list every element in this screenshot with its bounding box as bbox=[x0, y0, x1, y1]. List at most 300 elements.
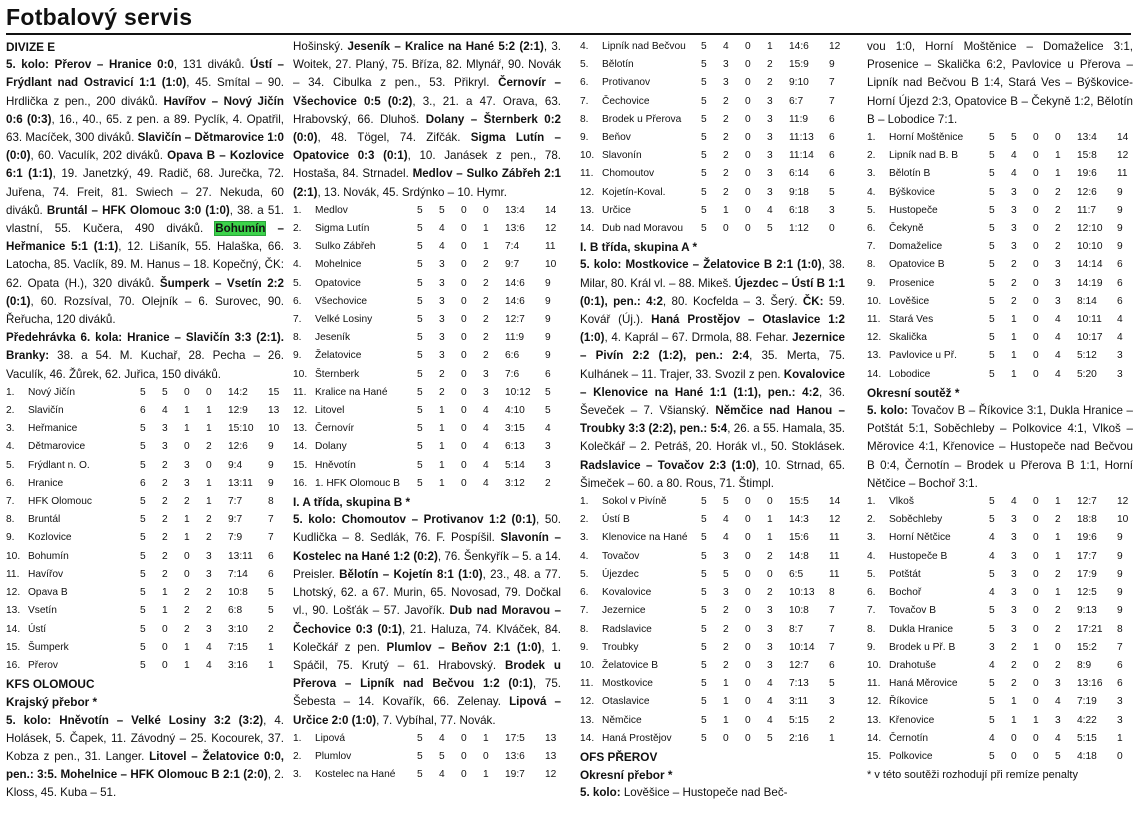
draws-cell: 0 bbox=[745, 659, 751, 671]
table-row bbox=[580, 220, 845, 238]
played-cell: 5 bbox=[989, 605, 995, 617]
losses-cell: 3 bbox=[1055, 714, 1061, 726]
draws-cell: 1 bbox=[184, 641, 190, 653]
team-cell: Bohumín bbox=[28, 550, 69, 562]
losses-cell: 1 bbox=[1055, 587, 1061, 599]
team-cell: Tovačov B bbox=[889, 605, 936, 617]
column-3 bbox=[580, 38, 845, 815]
losses-cell: 0 bbox=[206, 386, 212, 398]
wins-cell: 1 bbox=[162, 587, 168, 599]
wins-cell: 4 bbox=[162, 405, 168, 417]
draws-cell: 2 bbox=[184, 623, 190, 635]
played-cell: 5 bbox=[417, 732, 423, 744]
team-cell: Litovel bbox=[315, 405, 345, 417]
match-result: Černovír – Všechovice 0:5 (0:2) bbox=[293, 76, 561, 108]
played-cell: 6 bbox=[140, 477, 146, 489]
match-details: , 19. Janetzký, 49. Radič, 68. Jurečka, 72. Juřena, 74. Freit, 81. Swiech – 27. Nekuda, 60 diváků. bbox=[6, 167, 284, 217]
table-row bbox=[580, 693, 845, 711]
score-cell: 4:10 bbox=[505, 405, 525, 417]
points-cell: 14 bbox=[545, 204, 557, 216]
score-cell: 7:13 bbox=[789, 678, 809, 690]
played-cell: 5 bbox=[989, 714, 995, 726]
score-cell: 12:10 bbox=[1077, 223, 1103, 235]
team-cell: Lověšice bbox=[889, 295, 930, 307]
section-heading: Krajský přebor * bbox=[6, 695, 98, 710]
score-cell: 9:7 bbox=[228, 514, 243, 526]
draws-cell: 0 bbox=[745, 696, 751, 708]
played-cell: 5 bbox=[701, 223, 707, 235]
wins-cell: 2 bbox=[162, 496, 168, 508]
draws-cell: 0 bbox=[1033, 568, 1039, 580]
losses-cell: 2 bbox=[206, 605, 212, 617]
team-cell: Havířov bbox=[28, 568, 64, 580]
score-cell: 7:9 bbox=[228, 532, 243, 544]
wins-cell: 1 bbox=[723, 696, 729, 708]
points-cell: 9 bbox=[1117, 186, 1123, 198]
played-cell: 5 bbox=[989, 241, 995, 253]
draws-cell: 0 bbox=[461, 332, 467, 344]
rank-cell: 8. bbox=[293, 332, 302, 344]
table-row bbox=[6, 457, 284, 475]
team-cell: Chomoutov bbox=[602, 168, 655, 180]
points-cell: 11 bbox=[1117, 168, 1128, 180]
played-cell: 5 bbox=[417, 314, 423, 326]
match-details: , 50. Kudlička – 8. Sedlák, 76. F. Pospíšil. bbox=[293, 513, 561, 545]
wins-cell: 1 bbox=[723, 714, 729, 726]
table-row bbox=[293, 420, 561, 438]
score-cell: 19:7 bbox=[505, 769, 525, 781]
points-cell: 10 bbox=[268, 423, 280, 435]
draws-cell: 0 bbox=[461, 223, 467, 235]
losses-cell: 1 bbox=[483, 732, 489, 744]
score-cell: 7:19 bbox=[1077, 696, 1097, 708]
wins-cell: 3 bbox=[1011, 605, 1017, 617]
wins-cell: 1 bbox=[723, 678, 729, 690]
rank-cell: 2. bbox=[6, 405, 15, 417]
table-row bbox=[6, 602, 284, 620]
points-cell: 7 bbox=[829, 641, 835, 653]
played-cell: 5 bbox=[701, 532, 707, 544]
rank-cell: 9. bbox=[867, 641, 876, 653]
score-cell: 3:12 bbox=[505, 477, 525, 489]
match-details: , 13. Novák, 45. Srdýnko – 10. Hymr. bbox=[317, 185, 507, 199]
draws-cell: 0 bbox=[745, 59, 751, 71]
standings-grid bbox=[580, 38, 845, 238]
played-cell: 4 bbox=[989, 550, 995, 562]
table-row bbox=[6, 566, 284, 584]
draws-cell: 0 bbox=[461, 368, 467, 380]
results-paragraph bbox=[580, 784, 845, 802]
draws-cell: 1 bbox=[184, 514, 190, 526]
score-cell: 19:6 bbox=[1077, 168, 1097, 180]
section-heading: KFS OLOMOUC bbox=[6, 677, 95, 692]
played-cell: 5 bbox=[140, 423, 146, 435]
played-cell: 4 bbox=[989, 659, 995, 671]
draws-cell: 0 bbox=[461, 350, 467, 362]
played-cell: 5 bbox=[417, 223, 423, 235]
score-cell: 15:8 bbox=[1077, 150, 1097, 162]
draws-cell: 1 bbox=[184, 532, 190, 544]
losses-cell: 1 bbox=[767, 514, 773, 526]
table-row bbox=[867, 712, 1133, 730]
wins-cell: 1 bbox=[1011, 314, 1017, 326]
wins-cell: 4 bbox=[1011, 150, 1017, 162]
points-cell: 8 bbox=[1117, 623, 1123, 635]
score-cell: 13:4 bbox=[1077, 132, 1097, 144]
losses-cell: 2 bbox=[1055, 223, 1061, 235]
team-cell: Želatovice bbox=[315, 350, 362, 362]
score-cell: 2:16 bbox=[789, 732, 809, 744]
score-cell: 11:13 bbox=[789, 132, 814, 144]
losses-cell: 2 bbox=[206, 514, 212, 526]
draws-cell: 2 bbox=[184, 587, 190, 599]
points-cell: 9 bbox=[1117, 223, 1123, 235]
standings-grid bbox=[6, 384, 284, 675]
team-cell: Opava B bbox=[28, 587, 68, 599]
team-cell: Klenovice na Hané bbox=[602, 532, 688, 544]
rank-cell: 10. bbox=[580, 150, 595, 162]
wins-cell: 5 bbox=[439, 750, 445, 762]
table-row bbox=[293, 220, 561, 238]
wins-cell: 1 bbox=[439, 441, 445, 453]
played-cell: 5 bbox=[989, 168, 995, 180]
points-cell: 7 bbox=[829, 623, 835, 635]
score-cell: 6:14 bbox=[789, 168, 809, 180]
score-cell: 14:6 bbox=[505, 277, 525, 289]
match-details: , 3. Woitek, 27. Planý, 75. Bříza, 82. Mlynář, 90. Novák – 34. Cibulka z pen., 53. Přikryl. bbox=[293, 40, 561, 90]
played-cell: 5 bbox=[989, 132, 995, 144]
losses-cell: 2 bbox=[483, 295, 489, 307]
draws-cell: 1 bbox=[184, 423, 190, 435]
points-cell: 7 bbox=[829, 77, 835, 89]
points-cell: 5 bbox=[268, 605, 274, 617]
team-cell: Němčice bbox=[602, 714, 642, 726]
losses-cell: 4 bbox=[767, 204, 773, 216]
standings-table bbox=[6, 384, 284, 675]
points-cell: 9 bbox=[829, 59, 835, 71]
match-details: , 75. Šebesta – 14. Kovařík, 66. Zelenay. bbox=[293, 677, 561, 709]
score-cell: 14:6 bbox=[789, 41, 809, 52]
score-cell: 11:9 bbox=[789, 113, 809, 125]
points-cell: 7 bbox=[829, 605, 835, 617]
wins-cell: 3 bbox=[1011, 186, 1017, 198]
draws-cell: 0 bbox=[745, 223, 751, 235]
draws-cell: 0 bbox=[1033, 295, 1039, 307]
team-cell: Sulko Zábřeh bbox=[315, 241, 376, 253]
rank-cell: 8. bbox=[580, 113, 589, 125]
draws-cell: 0 bbox=[745, 714, 751, 726]
draws-cell: 0 bbox=[184, 568, 190, 580]
played-cell: 5 bbox=[989, 350, 995, 362]
table-row bbox=[867, 275, 1133, 293]
losses-cell: 1 bbox=[1055, 496, 1061, 508]
score-cell: 13:6 bbox=[505, 223, 525, 235]
draws-cell: 0 bbox=[461, 314, 467, 326]
losses-cell: 2 bbox=[1055, 659, 1061, 671]
draws-cell: 0 bbox=[745, 77, 751, 89]
match-result: Němčice nad Hanou – Troubky 3:3 (2:2), pen.: 5:4 bbox=[580, 404, 845, 436]
score-cell: 14:19 bbox=[1077, 277, 1103, 289]
score-cell: 17:21 bbox=[1077, 623, 1103, 635]
match-result: 5. kolo: Mostkovice – Želatovice B 2:1 (1:0) bbox=[580, 258, 822, 272]
played-cell: 5 bbox=[417, 423, 423, 435]
wins-cell: 3 bbox=[1011, 587, 1017, 599]
wins-cell: 2 bbox=[1011, 678, 1017, 690]
losses-cell: 4 bbox=[1055, 696, 1061, 708]
points-cell: 5 bbox=[829, 678, 835, 690]
draws-cell: 1 bbox=[184, 405, 190, 417]
wins-cell: 4 bbox=[1011, 496, 1017, 508]
match-details: , 10. Janásek z pen., 78. Hostaša, 84. Strnadel. bbox=[293, 149, 561, 181]
played-cell: 5 bbox=[701, 678, 707, 690]
table-row bbox=[293, 475, 561, 493]
section-heading: OFS PŘEROV bbox=[580, 749, 658, 764]
draws-cell: 0 bbox=[1033, 696, 1039, 708]
points-cell: 12 bbox=[1117, 496, 1129, 508]
rank-cell: 5. bbox=[867, 204, 876, 216]
points-cell: 9 bbox=[1117, 532, 1123, 544]
points-cell: 9 bbox=[545, 332, 551, 344]
table-row bbox=[6, 384, 284, 402]
draws-cell: 0 bbox=[1033, 678, 1039, 690]
points-cell: 12 bbox=[545, 223, 557, 235]
points-cell: 3 bbox=[545, 441, 551, 453]
losses-cell: 4 bbox=[206, 659, 212, 671]
table-row bbox=[867, 165, 1133, 183]
rank-cell: 1. bbox=[867, 132, 876, 144]
match-result: Opava B – Kozlovice 6:1 (1:1) bbox=[6, 149, 284, 181]
team-cell: Býškovice bbox=[889, 186, 935, 198]
wins-cell: 2 bbox=[723, 641, 729, 653]
score-cell: 15:9 bbox=[789, 59, 809, 71]
table-row bbox=[580, 93, 845, 111]
points-cell: 2 bbox=[829, 714, 835, 726]
rank-cell: 7. bbox=[580, 605, 589, 617]
draws-cell: 0 bbox=[461, 769, 467, 781]
rank-cell: 5. bbox=[867, 568, 876, 580]
team-cell: Nový Jičín bbox=[28, 386, 75, 398]
played-cell: 5 bbox=[417, 750, 423, 762]
points-cell: 10 bbox=[1117, 514, 1129, 526]
played-cell: 5 bbox=[701, 659, 707, 671]
draws-cell: 0 bbox=[184, 441, 190, 453]
table-row bbox=[293, 256, 561, 274]
team-cell: Černotín bbox=[889, 732, 929, 744]
played-cell: 5 bbox=[701, 77, 707, 89]
losses-cell: 3 bbox=[1055, 678, 1061, 690]
team-cell: Opatovice bbox=[315, 277, 361, 289]
match-details: , 131 diváků. bbox=[173, 58, 251, 72]
team-cell: Hustopeče bbox=[889, 204, 938, 216]
rank-cell: 2. bbox=[867, 150, 876, 162]
wins-cell: 5 bbox=[1011, 132, 1017, 144]
points-cell: 3 bbox=[545, 459, 551, 471]
standings-table bbox=[580, 493, 845, 748]
table-row bbox=[6, 475, 284, 493]
table-row bbox=[6, 529, 284, 547]
wins-cell: 2 bbox=[162, 550, 168, 562]
table-row bbox=[293, 347, 561, 365]
points-cell: 7 bbox=[829, 95, 835, 107]
footnote: * v této soutěži rozhodují při remíze penalty bbox=[867, 769, 1078, 782]
match-details: , 1. Spáčil, 75. Krutý – 61. Hrabovský. bbox=[293, 640, 561, 672]
table-row bbox=[293, 275, 561, 293]
team-cell: Beňov bbox=[602, 132, 631, 144]
points-cell: 3 bbox=[1117, 696, 1123, 708]
losses-cell: 1 bbox=[767, 41, 773, 52]
table-row bbox=[867, 657, 1133, 675]
team-cell: Lipová bbox=[315, 732, 346, 744]
wins-cell: 5 bbox=[723, 496, 729, 508]
wins-cell: 1 bbox=[1011, 350, 1017, 362]
rank-cell: 14. bbox=[867, 368, 882, 380]
points-cell: 7 bbox=[268, 532, 274, 544]
team-cell: Vlkoš bbox=[889, 496, 914, 508]
losses-cell: 3 bbox=[483, 368, 489, 380]
draws-cell: 0 bbox=[1033, 605, 1039, 617]
team-cell: Kojetín-Koval. bbox=[602, 186, 666, 198]
losses-cell: 3 bbox=[1055, 259, 1061, 271]
standings-grid bbox=[867, 493, 1133, 766]
score-cell: 14:6 bbox=[505, 295, 525, 307]
rank-cell: 11. bbox=[580, 678, 594, 690]
wins-cell: 1 bbox=[439, 405, 445, 417]
column-1 bbox=[6, 38, 284, 815]
losses-cell: 4 bbox=[483, 459, 489, 471]
wins-cell: 3 bbox=[162, 423, 168, 435]
table-row bbox=[293, 384, 561, 402]
played-cell: 5 bbox=[417, 277, 423, 289]
draws-cell: 0 bbox=[461, 423, 467, 435]
match-result: ČK: bbox=[802, 294, 824, 308]
played-cell: 5 bbox=[140, 641, 146, 653]
score-cell: 14:8 bbox=[789, 550, 809, 562]
losses-cell: 0 bbox=[483, 204, 489, 216]
table-row bbox=[867, 675, 1133, 693]
score-cell: 9:7 bbox=[505, 259, 520, 271]
table-row bbox=[580, 675, 845, 693]
losses-cell: 1 bbox=[206, 477, 212, 489]
match-result: – Heřmanice 5:1 (1:1) bbox=[6, 222, 284, 254]
played-cell: 5 bbox=[989, 496, 995, 508]
wins-cell: 2 bbox=[1011, 259, 1017, 271]
points-cell: 5 bbox=[545, 386, 551, 398]
rank-cell: 14. bbox=[580, 732, 595, 744]
played-cell: 5 bbox=[417, 386, 423, 398]
points-cell: 9 bbox=[1117, 605, 1123, 617]
rank-cell: 13. bbox=[293, 423, 308, 435]
points-cell: 6 bbox=[1117, 277, 1123, 289]
draws-cell: 0 bbox=[745, 568, 751, 580]
standings-table bbox=[293, 730, 561, 785]
team-cell: Bělotín B bbox=[889, 168, 931, 180]
points-cell: 2 bbox=[268, 623, 274, 635]
draws-cell: 0 bbox=[1033, 132, 1039, 144]
table-row bbox=[867, 584, 1133, 602]
points-cell: 1 bbox=[1117, 732, 1123, 744]
match-details: , 10. Strnad, 65. Šimeček – 60. a 80. Rous, 71. Štimpl. bbox=[580, 458, 845, 490]
draws-cell: 2 bbox=[184, 496, 190, 508]
results-paragraph bbox=[867, 402, 1133, 493]
rank-cell: 6. bbox=[580, 587, 589, 599]
table-row bbox=[6, 402, 284, 420]
losses-cell: 2 bbox=[1055, 204, 1061, 216]
losses-cell: 3 bbox=[767, 623, 773, 635]
team-cell: Všechovice bbox=[315, 295, 368, 307]
table-row bbox=[867, 639, 1133, 657]
rank-cell: 10. bbox=[580, 659, 595, 671]
team-cell: 1. HFK Olomouc B bbox=[315, 477, 400, 489]
losses-cell: 4 bbox=[767, 696, 773, 708]
wins-cell: 2 bbox=[1011, 641, 1017, 653]
played-cell: 5 bbox=[989, 678, 995, 690]
table-row bbox=[867, 511, 1133, 529]
match-details: , 23., 48. a 77. Lhotský, 62. a 67. Murin, 65. Novosad, 79. Dočkal vl., 90. Lošťák – 57. Javořík. bbox=[293, 567, 561, 618]
points-cell: 5 bbox=[829, 186, 835, 198]
match-result: Dolany – Šternberk 0:2 (0:0) bbox=[293, 112, 561, 145]
played-cell: 5 bbox=[417, 405, 423, 417]
standings-table bbox=[293, 202, 561, 493]
losses-cell: 3 bbox=[767, 150, 773, 162]
losses-cell: 1 bbox=[483, 241, 489, 253]
played-cell: 5 bbox=[989, 150, 995, 162]
draws-cell: 0 bbox=[461, 477, 467, 489]
draws-cell: 0 bbox=[1033, 314, 1039, 326]
losses-cell: 4 bbox=[1055, 368, 1061, 380]
score-cell: 6:6 bbox=[505, 350, 520, 362]
played-cell: 5 bbox=[140, 659, 146, 671]
rank-cell: 4. bbox=[580, 41, 589, 52]
match-result: Bělotín – Kojetín 8:1 (1:0) bbox=[339, 567, 483, 581]
rank-cell: 15. bbox=[867, 750, 882, 762]
losses-cell: 2 bbox=[483, 332, 489, 344]
score-cell: 5:20 bbox=[1077, 368, 1097, 380]
losses-cell: 1 bbox=[1055, 168, 1061, 180]
match-details: , 12. Lišaník, 55. Halaška, 66. Latocha, 85. Vaclík, 89. M. Hanus – 18. Kopečný, ČK: 62. Opata (H.), 320 diváků. bbox=[6, 240, 284, 290]
wins-cell: 3 bbox=[723, 550, 729, 562]
draws-cell: 0 bbox=[1033, 732, 1039, 744]
table-row bbox=[6, 548, 284, 566]
wins-cell: 2 bbox=[162, 532, 168, 544]
losses-cell: 3 bbox=[1055, 295, 1061, 307]
standings-grid bbox=[293, 202, 561, 493]
losses-cell: 2 bbox=[206, 441, 212, 453]
score-cell: 7:15 bbox=[228, 641, 248, 653]
section-heading: Okresní soutěž * bbox=[867, 385, 960, 400]
played-cell: 5 bbox=[701, 732, 707, 744]
points-cell: 14 bbox=[829, 496, 841, 508]
results-paragraph bbox=[6, 329, 284, 384]
points-cell: 9 bbox=[545, 295, 551, 307]
table-row bbox=[580, 639, 845, 657]
played-cell: 5 bbox=[701, 113, 707, 125]
table-row bbox=[867, 147, 1133, 165]
score-cell: 11:7 bbox=[1077, 204, 1097, 216]
losses-cell: 1 bbox=[206, 423, 212, 435]
draws-cell: 2 bbox=[184, 605, 190, 617]
score-cell: 15:6 bbox=[789, 532, 809, 544]
wins-cell: 2 bbox=[723, 623, 729, 635]
match-result: Újezdec – Ústí B 1:1 (0:1), pen.: 4:2 bbox=[580, 276, 845, 308]
losses-cell: 2 bbox=[1055, 623, 1061, 635]
team-cell: Kozlovice bbox=[28, 532, 72, 544]
team-cell: Jeseník bbox=[315, 332, 351, 344]
rank-cell: 2. bbox=[293, 750, 302, 762]
score-cell: 6:18 bbox=[789, 204, 809, 216]
table-row bbox=[867, 693, 1133, 711]
losses-cell: 4 bbox=[767, 714, 773, 726]
losses-cell: 4 bbox=[483, 441, 489, 453]
